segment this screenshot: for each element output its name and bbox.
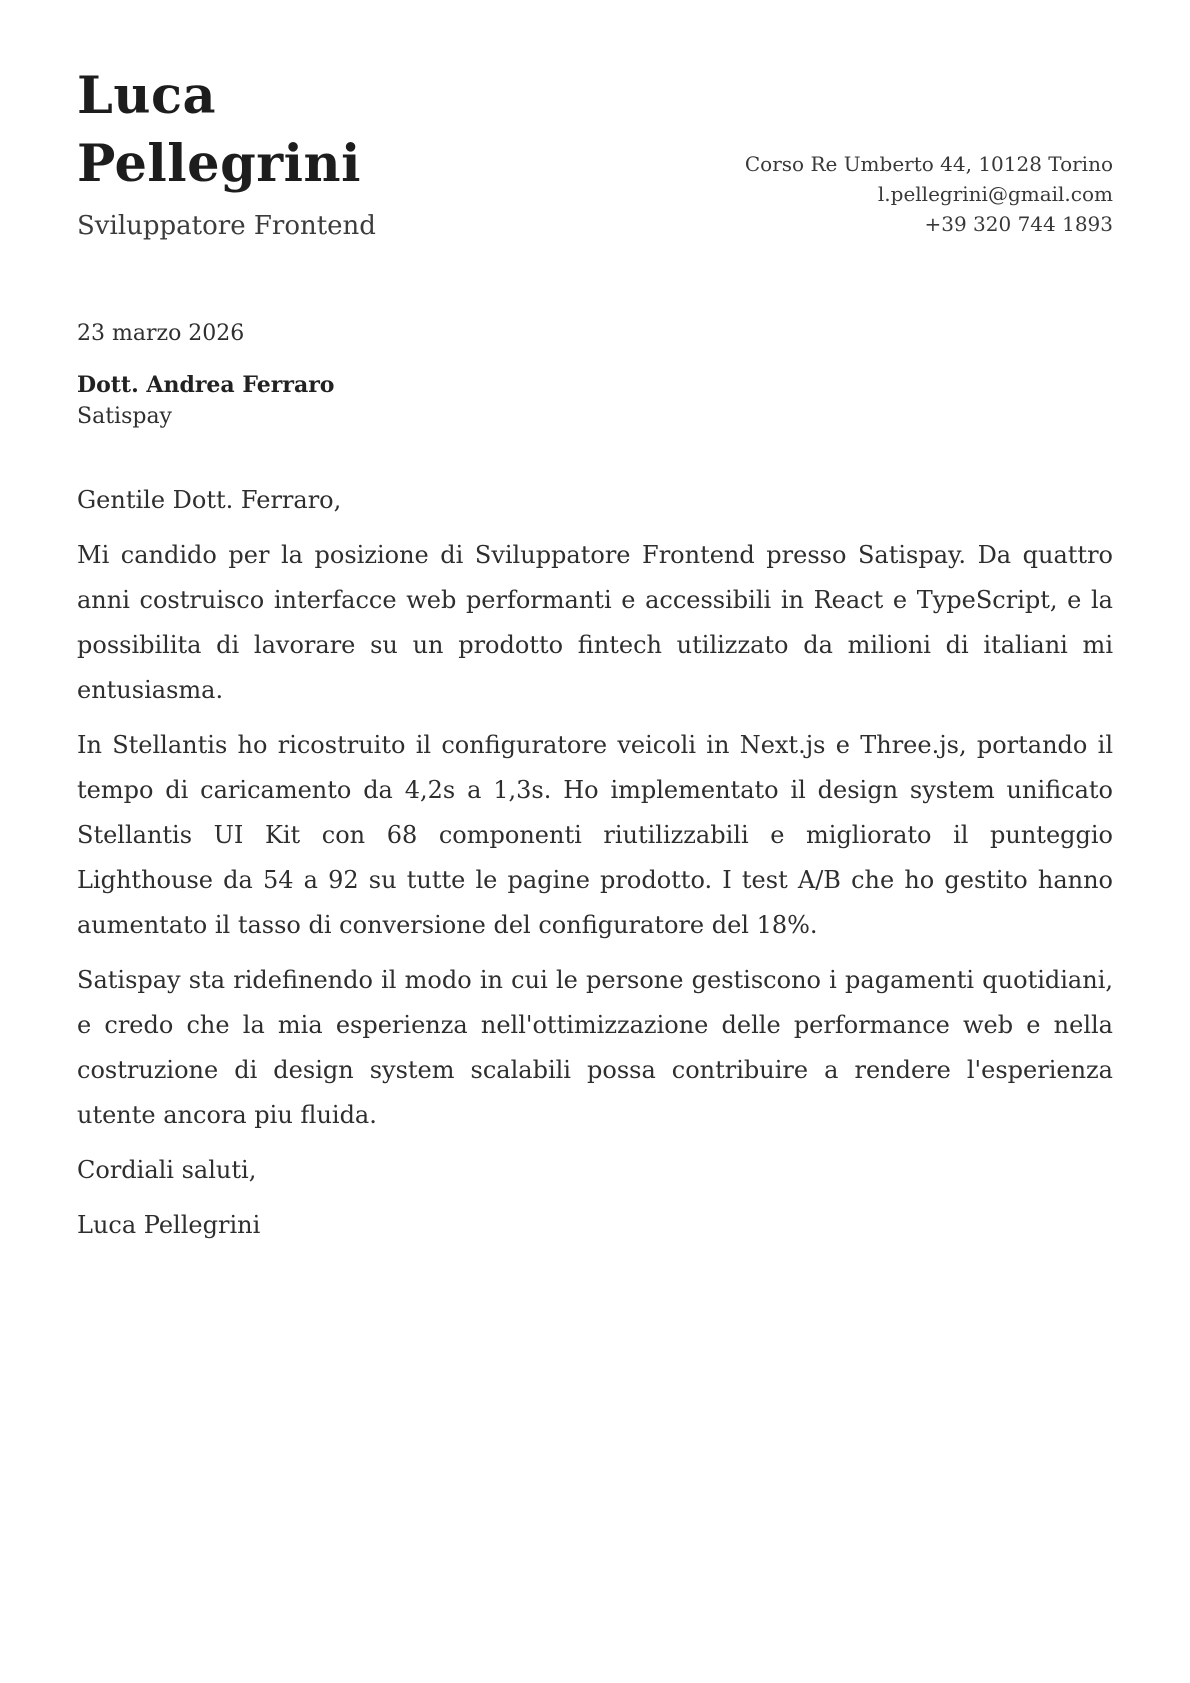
contact-phone: +39 320 744 1893 [924, 211, 1113, 236]
signature: Luca Pellegrini [77, 1210, 261, 1239]
letter-header [77, 62, 1113, 241]
paragraph-motivation: Satispay sta ridefinendo il modo in cui le persone gestiscono i pagamenti quotidiani, e credo che la mia esperienza nell'ottimizzazione delle performance web e nella costruzione di design system scalabili possa contribuire a rendere l'esperienza utente ancora piu fluida. [77, 965, 1113, 1129]
recipient-name: Dott. Andrea Ferraro [77, 371, 335, 398]
recipient-company: Satispay [77, 403, 172, 429]
applicant-identity [77, 62, 376, 241]
applicant-job-title: Sviluppatore Frontend [77, 210, 376, 241]
paragraph-experience: In Stellantis ho ricostruito il configuratore veicoli in Next.js e Three.js, portando il tempo di caricamento da 4,2s a 1,3s. Ho implementato il design system unificato Stellantis UI Kit con 68 componenti riutilizzabili e migliorato il punteggio Lighthouse da 54 a 92 su tutte le pagine prodotto. I test A/B che ho gestito hanno aumentato il tasso di conversione del configuratore del 18%. [77, 730, 1113, 939]
recipient-block [77, 370, 1113, 432]
contact-address: Corso Re Umberto 44, 10128 Torino [744, 151, 1113, 176]
contact-email: l.pellegrini@gmail.com [877, 181, 1113, 206]
contact-info [745, 149, 1113, 241]
paragraph-intro: Mi candido per la posizione di Sviluppatore Frontend presso Satispay. Da quattro anni costruisco interfacce web performanti e accessibili in React e TypeScript, e la possibilita di lavorare su un prodotto fintech utilizzato da milioni di italiani mi entusiasma. [77, 540, 1113, 704]
applicant-name-line2: Pellegrini [77, 134, 361, 195]
applicant-name [77, 62, 376, 199]
letter-date: 23 marzo 2026 [77, 320, 245, 346]
closing: Cordiali saluti, [77, 1155, 257, 1184]
salutation: Gentile Dott. Ferraro, [77, 485, 342, 514]
applicant-name-line1: Luca [77, 66, 217, 126]
letter-body [77, 478, 1113, 1248]
